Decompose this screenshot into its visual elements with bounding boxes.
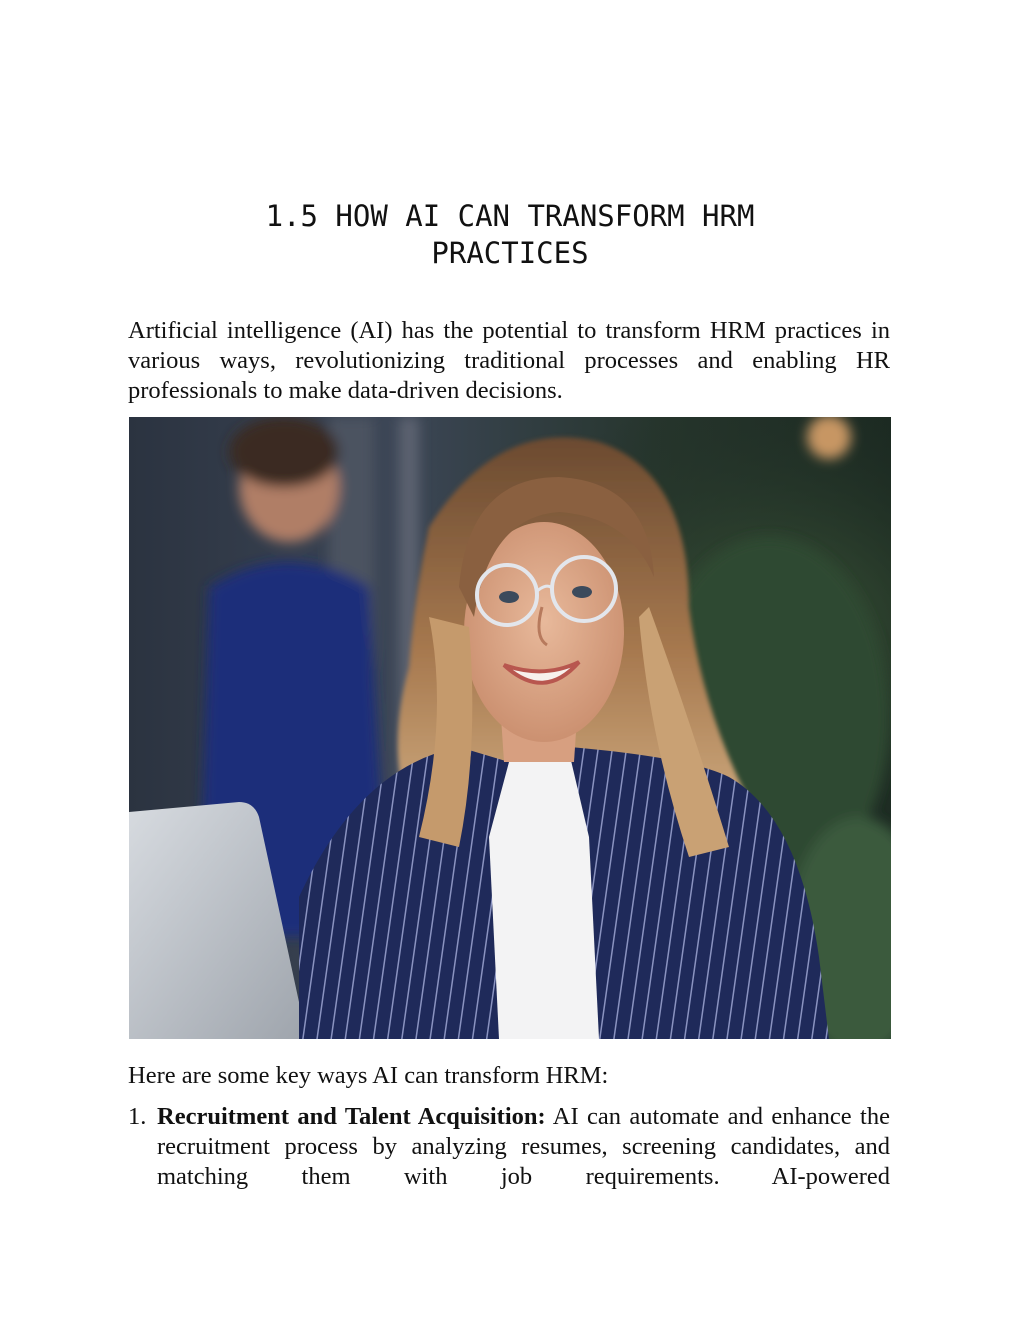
section-heading-line-1: 1.5 HOW AI CAN TRANSFORM HRM <box>265 199 755 233</box>
section-heading <box>0 198 1020 272</box>
list-lead-text: Here are some key ways AI can transform HRM: <box>128 1062 609 1089</box>
list-item-body <box>157 1102 890 1192</box>
businesswoman-photo <box>129 417 891 1039</box>
list-item-text: AI can automate and enhance the recruitment process by analyzing resumes, screening candidates, and matching them with job requirements. AI-powered <box>157 1103 890 1190</box>
list-item-number: 1. <box>128 1103 147 1130</box>
intro-paragraph: Artificial intelligence (AI) has the potential to transform HRM practices in various ways, revolutionizing traditional processes and enabling HR professionals to make data-driven decisions. <box>128 317 890 404</box>
list-item-title: Recruitment and Talent Acquisition: <box>157 1103 546 1130</box>
section-heading-line-2: PRACTICES <box>431 236 589 270</box>
list-item <box>128 1102 890 1192</box>
